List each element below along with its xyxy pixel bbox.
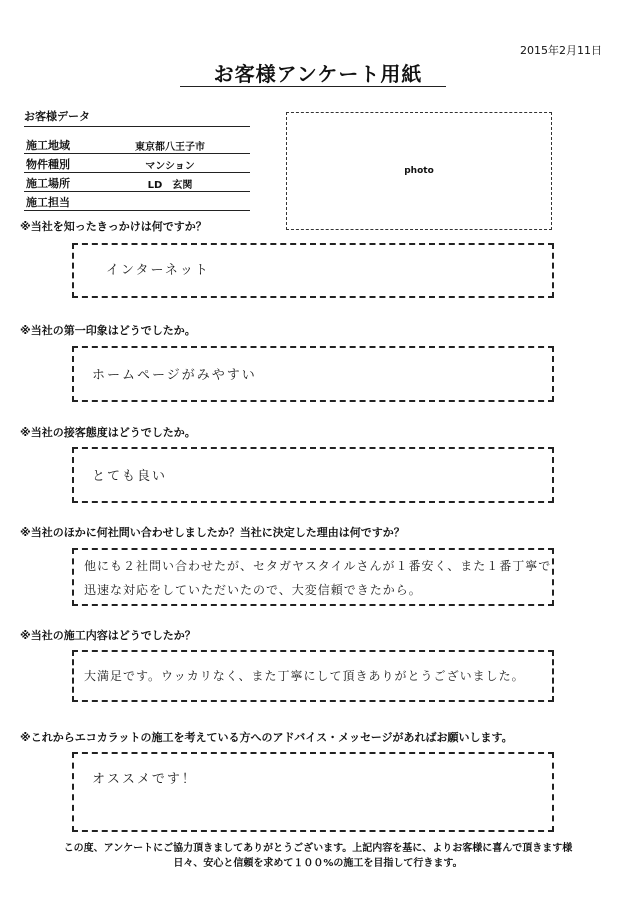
answer-box-how-found	[72, 243, 554, 298]
answer-advice-message: オススメです！	[92, 772, 197, 787]
title-underline	[180, 86, 446, 87]
answer-first-impression: ホームページがみやすい	[92, 368, 257, 383]
answer-other-companies-line1: 他にも２社問い合わせたが、セタガヤスタイルさんが１番安く、また１番丁寧で	[84, 559, 552, 573]
row-rule	[24, 153, 250, 154]
page-title: お客様アンケート用紙	[213, 62, 423, 86]
footer-line-2: 日々、安心と信頼を求めて１００%の施工を目指して行きます。	[173, 858, 463, 869]
answer-box-service-attitude	[72, 447, 554, 503]
photo-label: photo	[404, 166, 434, 176]
answer-box-other-companies	[72, 548, 554, 606]
question-work-quality: ※当社の施工内容はどうでしたか？	[20, 629, 196, 642]
answer-how-found: インターネット	[106, 263, 210, 278]
answer-work-quality: 大満足です。ウッカリなく、また丁寧にして頂きありがとうございました。	[84, 669, 525, 683]
question-advice-message: ※これからエコカラットの施工を考えている方へのアドバイス・メッセージがあればお願いします。	[20, 731, 513, 744]
row-label-area: 施工地域	[26, 139, 70, 152]
answer-box-advice-message	[72, 752, 554, 832]
survey-date: 2015年2月11日	[520, 44, 602, 57]
answer-box-first-impression	[72, 346, 554, 402]
question-first-impression: ※当社の第一印象はどうでしたか。	[20, 324, 196, 337]
question-how-found: ※当社を知ったきっかけは何ですか？	[20, 220, 207, 233]
row-label-staff: 施工担当	[26, 196, 70, 209]
row-value-area: 東京都八王子市	[135, 142, 205, 153]
question-service-attitude: ※当社の接客態度はどうでしたか。	[20, 426, 196, 439]
answer-service-attitude: とても良い	[92, 469, 168, 484]
row-rule	[24, 191, 250, 192]
customer-heading-rule	[24, 126, 250, 127]
row-value-property-type: マンション	[145, 161, 195, 172]
customer-data-heading: お客様データ	[24, 110, 90, 123]
row-rule	[24, 210, 250, 211]
question-other-companies: ※当社のほかに何社問い合わせしましたか？当社に決定した理由は何ですか？	[20, 526, 405, 539]
answer-box-work-quality	[72, 650, 554, 702]
row-label-property-type: 物件種別	[26, 158, 70, 171]
row-label-location: 施工場所	[26, 177, 70, 190]
footer-line-1: この度、アンケートにご協力頂きましてありがとうございます。上記内容を基に、よりお客様に喜んで頂きます様	[63, 843, 573, 854]
answer-other-companies-line2: 迅速な対応をしていただいたので、大変信頼できたから。	[84, 583, 422, 597]
row-rule	[24, 172, 250, 173]
row-value-location: LD 玄関	[147, 180, 193, 191]
